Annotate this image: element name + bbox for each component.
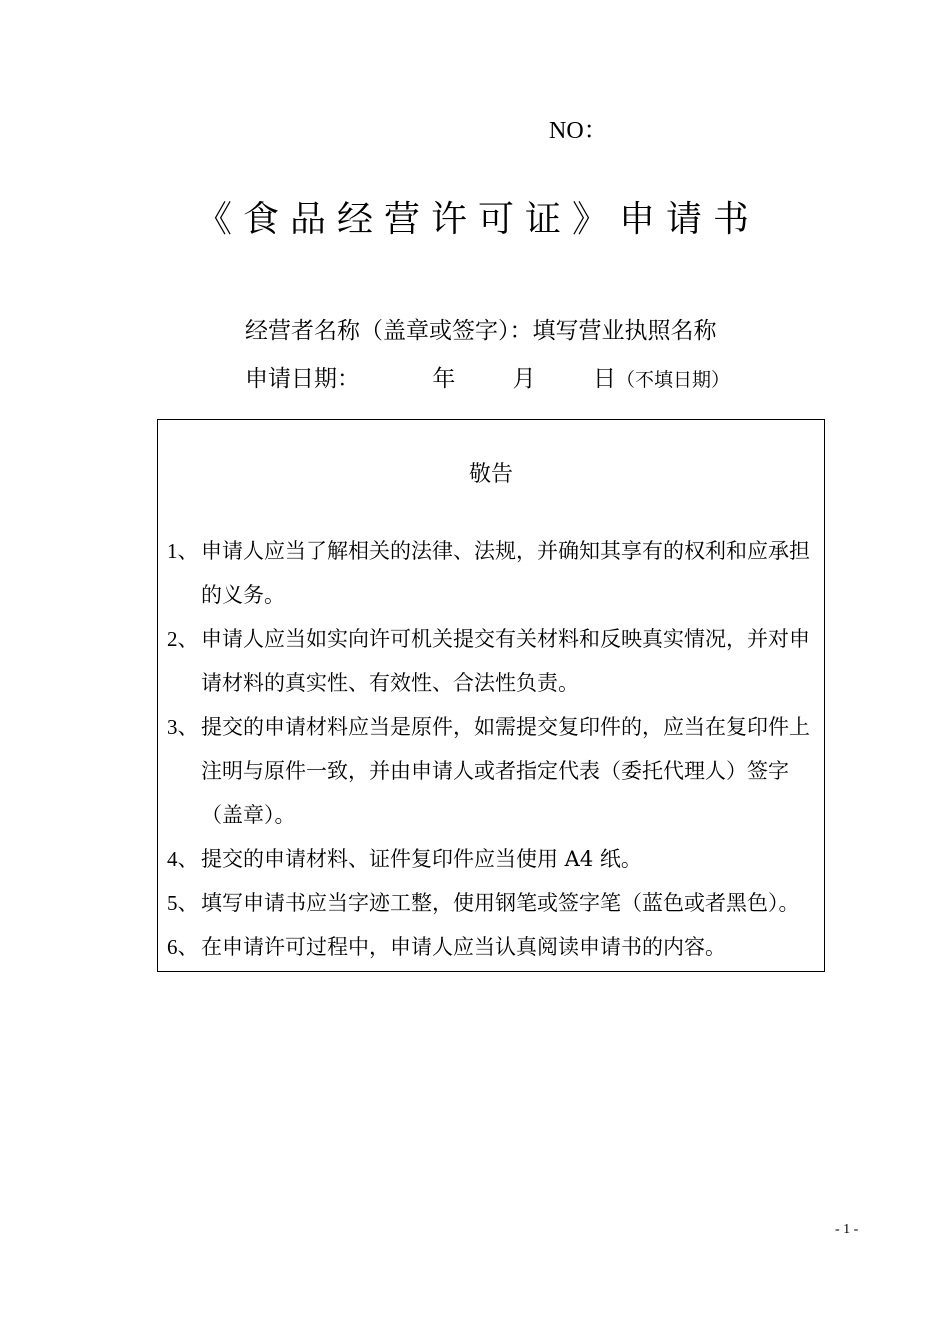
application-date-label: 申请日期：	[245, 366, 360, 392]
notice-item	[167, 881, 819, 925]
page-title: 《食品经营许可证》申请书	[196, 199, 761, 240]
notice-item-text: 申请人应当了解相关的法律、法规，并确知其享有的权利和应承担的义务。	[201, 539, 810, 607]
notice-list	[167, 529, 819, 969]
date-note: （不填日期）	[615, 369, 730, 391]
notice-item-number: 4、	[167, 847, 199, 871]
applicant-name-label: 经营者名称（盖章或签字）：	[245, 318, 533, 344]
date-year-label: 年	[432, 366, 456, 392]
notice-item-text: 提交的申请材料、证件复印件应当使用 A4 纸。	[201, 847, 642, 871]
form-number-label: NO：	[549, 118, 608, 144]
notice-item-text: 提交的申请材料应当是原件，如需提交复印件的，应当在复印件上注明与原件一致，并由申请人或者指定代表（委托代理人）签字（盖章）。	[201, 715, 810, 827]
application-date-line	[245, 362, 730, 397]
notice-item-number: 2、	[167, 627, 199, 651]
notice-item-number: 6、	[167, 935, 199, 959]
notice-item-text: 填写申请书应当字迹工整，使用钢笔或签字笔（蓝色或者黑色）。	[201, 891, 800, 915]
notice-item	[167, 529, 819, 617]
notice-item-number: 1、	[167, 539, 199, 563]
notice-item-number: 3、	[167, 715, 199, 739]
date-day-label: 日	[592, 366, 616, 392]
notice-heading: 敬告	[468, 462, 513, 487]
applicant-name-line	[245, 314, 717, 348]
date-month-label: 月	[512, 366, 536, 392]
applicant-name-value: 填写营业执照名称	[532, 318, 717, 344]
notice-box	[157, 419, 825, 972]
notice-item	[167, 617, 819, 705]
notice-item	[167, 925, 819, 969]
notice-item	[167, 837, 819, 881]
page-number: - 1 -	[835, 1222, 859, 1237]
notice-item-number: 5、	[167, 891, 199, 915]
notice-item-text: 在申请许可过程中，申请人应当认真阅读申请书的内容。	[201, 935, 726, 959]
notice-item	[167, 705, 819, 837]
notice-item-text: 申请人应当如实向许可机关提交有关材料和反映真实情况，并对申请材料的真实性、有效性、合法性负责。	[201, 627, 810, 695]
